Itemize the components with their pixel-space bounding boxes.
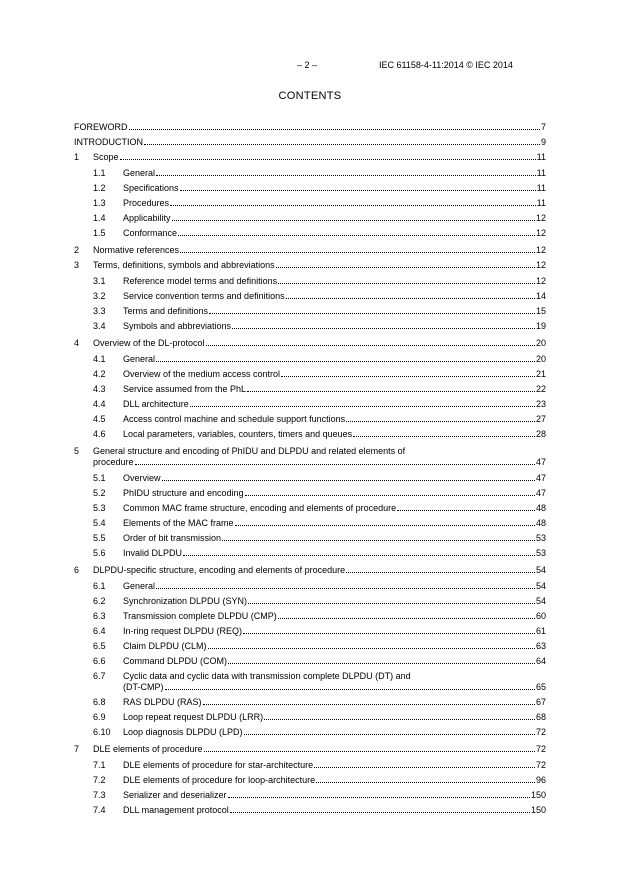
toc-entry-page: 9 [540, 137, 546, 147]
toc-entry-title: Normative references [93, 245, 180, 255]
toc-entry-number: 1.1 [93, 168, 106, 178]
toc-entry[interactable] [74, 626, 546, 637]
dot-leader [245, 495, 535, 496]
toc-entry-number: 6.7 [93, 671, 106, 681]
toc-entry[interactable] [74, 473, 546, 484]
toc-entry[interactable] [74, 245, 546, 256]
toc-entry[interactable] [74, 152, 546, 163]
dot-leader [346, 572, 535, 573]
dot-leader [172, 220, 535, 221]
toc-entry-number: 5.5 [93, 533, 106, 543]
toc-entry-page: 54 [535, 565, 546, 575]
toc-entry-number: 2 [74, 245, 80, 255]
toc-entry-title: DLL architecture [123, 399, 189, 409]
toc-entry-page: 12 [535, 213, 546, 223]
toc-entry-page: 12 [535, 260, 546, 270]
toc-entry-page: 67 [535, 697, 546, 707]
toc-entry-number: 3 [74, 260, 80, 270]
toc-entry-page: 7 [540, 122, 546, 132]
dot-leader [281, 376, 535, 377]
standard-reference: IEC 61158-4-11:2014 © IEC 2014 [379, 60, 513, 70]
toc-entry-title: Overview of the DL-protocol [93, 338, 205, 348]
toc-entry-page: 15 [535, 306, 546, 316]
toc-entry[interactable] [74, 354, 546, 365]
toc-entry-page: 68 [535, 712, 546, 722]
toc-entry-page: 54 [535, 596, 546, 606]
toc-entry-title: Symbols and abbreviations [123, 321, 232, 331]
toc-entry-page: 47 [535, 488, 546, 498]
toc-entry-number: 6.6 [93, 656, 106, 666]
toc-entry[interactable] [74, 727, 546, 738]
toc-entry-page: 72 [535, 744, 546, 754]
toc-entry-title: Terms, definitions, symbols and abbreviations [93, 260, 275, 270]
toc-entry-title: Command DLPDU (COM) [123, 656, 228, 666]
toc-entry-page: 11 [536, 183, 546, 193]
toc-entry-title: Order of bit transmission [123, 533, 222, 543]
toc-entry-title: FOREWORD [74, 122, 128, 132]
toc-entry[interactable] [74, 697, 546, 708]
dot-leader [203, 704, 535, 705]
dot-leader [346, 421, 535, 422]
dot-leader [276, 267, 535, 268]
toc-entry-title: RAS DLPDU (RAS) [123, 697, 202, 707]
toc-entry-title: INTRODUCTION [74, 137, 143, 147]
toc-entry[interactable] [74, 760, 546, 771]
toc-entry[interactable] [74, 671, 546, 693]
toc-entry-page: 53 [535, 548, 546, 558]
toc-entry-page: 65 [535, 682, 546, 692]
toc-entry-title: Specifications [123, 183, 179, 193]
toc-entry-title: Serializer and deserializer [123, 790, 227, 800]
toc-entry-page: 21 [535, 369, 546, 379]
toc-entry-page: 47 [535, 473, 546, 483]
dot-leader [222, 540, 535, 541]
toc-entry[interactable] [74, 775, 546, 786]
toc-entry-number: 3.1 [93, 276, 106, 286]
dot-leader [204, 751, 535, 752]
toc-entry[interactable] [74, 518, 546, 529]
toc-entry-number: 4.2 [93, 369, 106, 379]
toc-entry-title: Elements of the MAC frame [123, 518, 234, 528]
toc-entry-title: DLE elements of procedure for star-architecture [123, 760, 314, 770]
dot-leader [165, 689, 535, 690]
toc-entry-page: 61 [535, 626, 546, 636]
dot-leader [190, 406, 535, 407]
toc-entry-page: 12 [535, 245, 546, 255]
toc-entry-title: DLE elements of procedure [93, 744, 203, 754]
toc-entry-title-line1: General structure and encoding of PhIDU and DLPDU and related elements of [93, 446, 406, 456]
toc-entry[interactable] [74, 276, 546, 287]
toc-entry-number: 7 [74, 744, 80, 754]
dot-leader [248, 603, 535, 604]
toc-entry[interactable] [74, 611, 546, 622]
toc-entry-number: 1 [74, 152, 80, 162]
toc-entry[interactable] [74, 790, 546, 801]
toc-entry-number: 6 [74, 565, 80, 575]
toc-entry-title: Invalid DLPDU [123, 548, 183, 558]
toc-entry-page: 12 [535, 276, 546, 286]
toc-entry-number: 5.2 [93, 488, 106, 498]
toc-entry-page: 47 [535, 457, 546, 467]
toc-entry-number: 5.1 [93, 473, 106, 483]
toc-entry-title: Conformance [123, 228, 178, 238]
dot-leader [162, 480, 535, 481]
toc-entry[interactable] [74, 198, 546, 209]
dot-leader [278, 618, 535, 619]
dot-leader [230, 812, 530, 813]
toc-entry[interactable] [74, 581, 546, 592]
toc-entry[interactable] [74, 565, 546, 576]
toc-entry-page: 22 [535, 384, 546, 394]
toc-entry[interactable] [74, 656, 546, 667]
toc-entry-title: Terms and definitions [123, 306, 209, 316]
toc-entry-number: 4.4 [93, 399, 106, 409]
toc-entry[interactable] [74, 183, 546, 194]
dot-leader [206, 345, 535, 346]
toc-entry-title: DLL management protocol [123, 805, 229, 815]
dot-leader [183, 555, 535, 556]
toc-entry[interactable] [74, 122, 546, 133]
dot-leader [353, 436, 535, 437]
dot-leader [314, 767, 535, 768]
toc-entry-number: 6.3 [93, 611, 106, 621]
toc-entry-number: 6.4 [93, 626, 106, 636]
toc-entry-page: 23 [535, 399, 546, 409]
dot-leader [235, 525, 535, 526]
toc-entry-number: 5.4 [93, 518, 106, 528]
toc-entry-page: 63 [535, 641, 546, 651]
dot-leader [180, 190, 536, 191]
toc-entry-title: Synchronization DLPDU (SYN) [123, 596, 248, 606]
toc-entry-page: 64 [535, 656, 546, 666]
toc-entry-page: 19 [535, 321, 546, 331]
dot-leader [120, 159, 536, 160]
dot-leader [243, 633, 535, 634]
toc-entry-title: Reference model terms and definitions [123, 276, 278, 286]
toc-entry-number: 4.1 [93, 354, 106, 364]
toc-entry[interactable] [74, 503, 546, 514]
toc-entry-title: Loop diagnosis DLPDU (LPD) [123, 727, 243, 737]
table-of-contents [74, 122, 546, 816]
toc-entry-number: 6.9 [93, 712, 106, 722]
toc-entry-title: Scope [93, 152, 119, 162]
toc-entry-page: 27 [535, 414, 546, 424]
toc-entry[interactable] [74, 168, 546, 179]
toc-entry[interactable] [74, 399, 546, 410]
toc-entry[interactable] [74, 291, 546, 302]
toc-entry-page: 72 [535, 727, 546, 737]
toc-entry-title: Service convention terms and definitions [123, 291, 285, 301]
toc-entry-title: DLE elements of procedure for loop-architecture [123, 775, 316, 785]
toc-entry[interactable] [74, 260, 546, 271]
toc-entry-page: 150 [530, 805, 546, 815]
toc-entry-page: 20 [535, 354, 546, 364]
toc-entry-number: 5.3 [93, 503, 106, 513]
toc-entry-number: 7.1 [93, 760, 106, 770]
toc-entry[interactable] [74, 137, 546, 148]
toc-entry-page: 53 [535, 533, 546, 543]
dot-leader [247, 391, 535, 392]
toc-entry-title: Overview of the medium access control [123, 369, 281, 379]
dot-leader [244, 734, 535, 735]
toc-entry-title: Applicability [123, 213, 171, 223]
toc-entry-title: Loop repeat request DLPDU (LRR) [123, 712, 264, 722]
dot-leader [209, 313, 535, 314]
dot-leader [156, 588, 535, 589]
toc-entry-number: 1.2 [93, 183, 106, 193]
toc-entry-title: Common MAC frame structure, encoding and elements of procedure [123, 503, 397, 513]
toc-entry-title: Local parameters, variables, counters, timers and queues [123, 429, 353, 439]
dot-leader [180, 252, 535, 253]
dot-leader [232, 328, 535, 329]
dot-leader [129, 129, 540, 130]
toc-entry-title: General [123, 581, 156, 591]
toc-entry[interactable] [74, 712, 546, 723]
toc-entry-number: 6.8 [93, 697, 106, 707]
toc-entry-number: 3.3 [93, 306, 106, 316]
toc-entry-number: 7.2 [93, 775, 106, 785]
page-title: CONTENTS [278, 90, 342, 102]
toc-entry-page: 60 [535, 611, 546, 621]
toc-entry[interactable] [74, 533, 546, 544]
toc-entry-number: 4.5 [93, 414, 106, 424]
dot-leader [397, 510, 535, 511]
toc-entry-page: 11 [536, 152, 546, 162]
toc-entry-number: 6.5 [93, 641, 106, 651]
toc-entry-number: 6.1 [93, 581, 106, 591]
dot-leader [228, 663, 535, 664]
toc-entry[interactable] [74, 338, 546, 349]
dot-leader [208, 648, 535, 649]
toc-entry-number: 7.3 [93, 790, 106, 800]
dot-leader [178, 235, 535, 236]
toc-entry-page: 14 [535, 291, 546, 301]
toc-entry-page: 150 [530, 790, 546, 800]
toc-entry-number: 4.6 [93, 429, 106, 439]
dot-leader [228, 797, 530, 798]
toc-entry-title: Access control machine and schedule support functions [123, 414, 346, 424]
toc-entry-page: 20 [535, 338, 546, 348]
dot-leader [264, 719, 535, 720]
toc-entry[interactable] [74, 369, 546, 380]
toc-entry-title: DLPDU-specific structure, encoding and elements of procedure [93, 565, 346, 575]
toc-entry-page: 12 [535, 228, 546, 238]
toc-entry-number: 1.4 [93, 213, 106, 223]
toc-entry[interactable] [74, 805, 546, 816]
toc-entry-number: 3.4 [93, 321, 106, 331]
dot-leader [286, 298, 535, 299]
toc-entry-number: 4.3 [93, 384, 106, 394]
toc-entry-number: 6.2 [93, 596, 106, 606]
toc-entry-title: Overview [123, 473, 161, 483]
toc-entry-title: In-ring request DLPDU (REQ) [123, 626, 243, 636]
dot-leader [156, 361, 535, 362]
dot-leader [278, 283, 535, 284]
toc-entry-page: 96 [535, 775, 546, 785]
toc-entry-title: Claim DLPDU (CLM) [123, 641, 207, 651]
toc-entry-title-line2: procedure [93, 457, 134, 467]
toc-entry-title: Procedures [123, 198, 170, 208]
toc-entry-number: 4 [74, 338, 80, 348]
toc-entry-number: 6.10 [93, 727, 111, 737]
dot-leader [144, 144, 540, 145]
toc-entry-number: 1.3 [93, 198, 106, 208]
dot-leader [316, 782, 535, 783]
toc-entry-number: 5 [74, 446, 80, 456]
toc-entry-title: Service assumed from the PhL [123, 384, 247, 394]
page-header [0, 60, 620, 74]
toc-entry[interactable] [74, 744, 546, 755]
toc-entry[interactable] [74, 446, 546, 468]
toc-entry-page: 11 [536, 198, 546, 208]
toc-entry-title: General [123, 354, 156, 364]
toc-entry[interactable] [74, 641, 546, 652]
toc-entry[interactable] [74, 213, 546, 224]
toc-entry-title: PhIDU structure and encoding [123, 488, 244, 498]
dot-leader [135, 464, 535, 465]
toc-entry-page: 54 [535, 581, 546, 591]
toc-entry-title-line2: (DT-CMP) [123, 682, 164, 692]
toc-entry[interactable] [74, 596, 546, 607]
dot-leader [156, 175, 536, 176]
toc-entry-title: General [123, 168, 156, 178]
toc-entry[interactable] [74, 429, 546, 440]
toc-entry[interactable] [74, 321, 546, 332]
toc-entry-number: 5.6 [93, 548, 106, 558]
toc-entry-page: 11 [536, 168, 546, 178]
toc-entry-page: 48 [535, 518, 546, 528]
toc-entry[interactable] [74, 548, 546, 559]
toc-entry[interactable] [74, 228, 546, 239]
toc-entry-number: 1.5 [93, 228, 106, 238]
toc-entry[interactable] [74, 414, 546, 425]
toc-entry-page: 48 [535, 503, 546, 513]
toc-entry-number: 7.4 [93, 805, 106, 815]
toc-entry[interactable] [74, 488, 546, 499]
page-number: – 2 – [297, 60, 318, 70]
toc-entry[interactable] [74, 306, 546, 317]
toc-entry-title-line1: Cyclic data and cyclic data with transmission complete DLPDU (DT) and [123, 671, 411, 681]
toc-entry-title: Transmission complete DLPDU (CMP) [123, 611, 277, 621]
toc-entry-page: 28 [535, 429, 546, 439]
dot-leader [170, 205, 536, 206]
toc-entry-page: 72 [535, 760, 546, 770]
toc-entry-number: 3.2 [93, 291, 106, 301]
toc-entry[interactable] [74, 384, 546, 395]
